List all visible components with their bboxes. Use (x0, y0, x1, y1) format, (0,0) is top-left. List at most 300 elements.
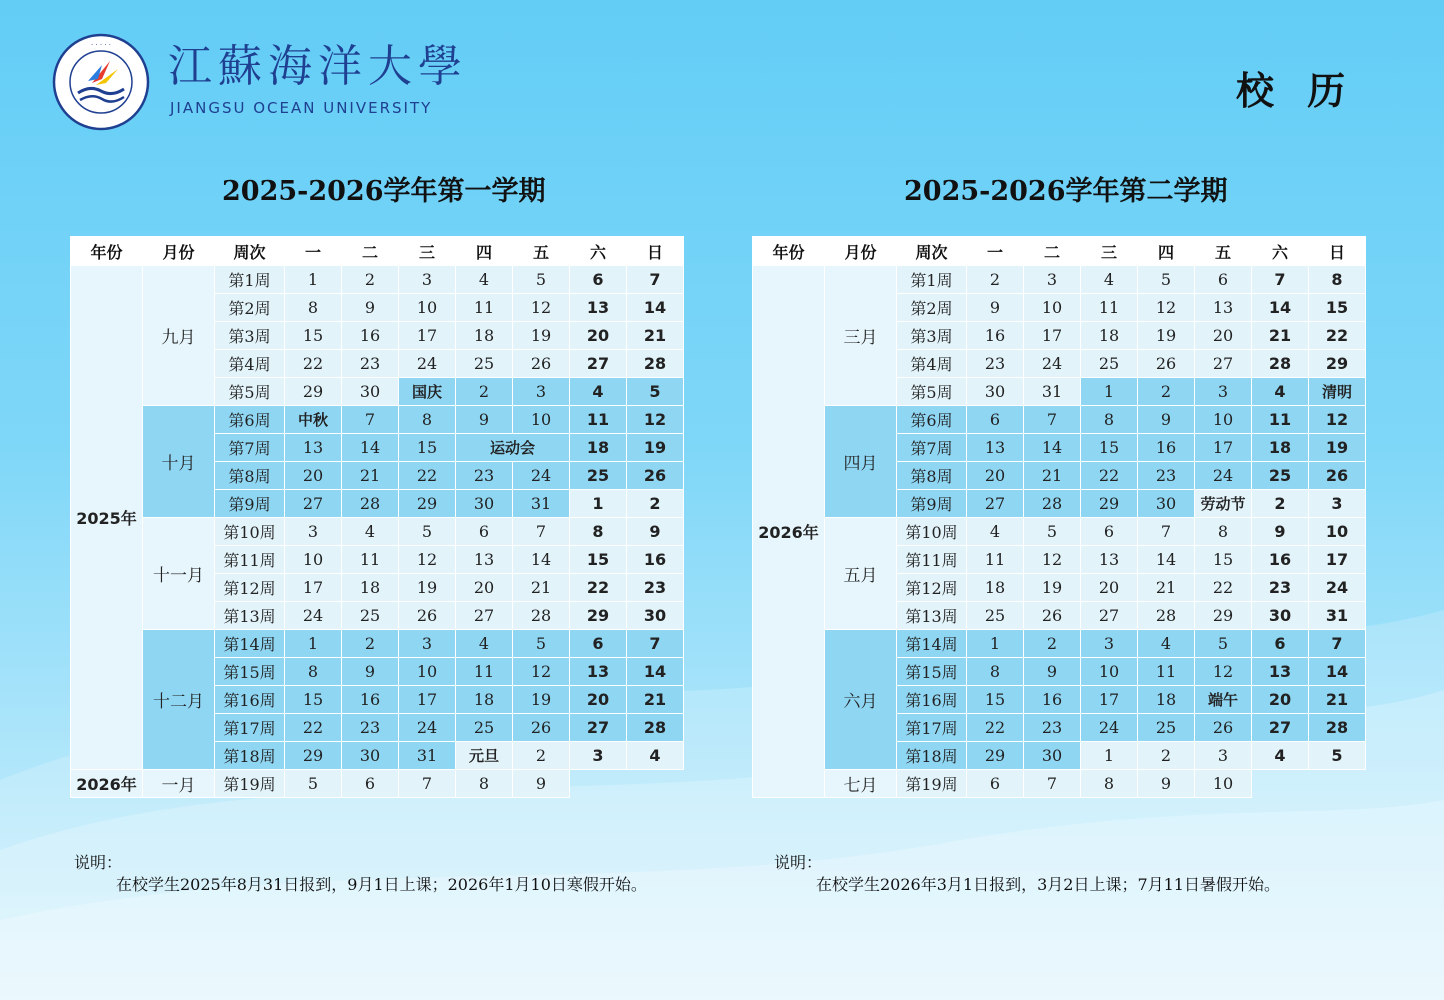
day-cell: 6 (1195, 266, 1252, 294)
table-row (753, 770, 1366, 798)
day-cell: 28 (1024, 490, 1081, 518)
week-label-cell: 第2周 (215, 294, 285, 322)
table-row (753, 266, 1366, 294)
table-row (753, 406, 1366, 434)
day-cell: 9 (342, 294, 399, 322)
day-cell: 9 (1138, 770, 1195, 798)
week-label-cell: 第7周 (897, 434, 967, 462)
holiday-cell: 清明 (1309, 378, 1366, 406)
day-cell: 9 (1024, 658, 1081, 686)
day-cell: 10 (1024, 294, 1081, 322)
day-cell: 4 (1081, 266, 1138, 294)
empty-cell (570, 770, 627, 798)
week-label-cell: 第10周 (215, 518, 285, 546)
day-cell: 2 (342, 266, 399, 294)
column-header-sat: 六 (1252, 237, 1309, 266)
day-cell: 15 (570, 546, 627, 574)
day-cell: 15 (285, 322, 342, 350)
empty-cell (627, 770, 684, 798)
day-cell: 4 (456, 630, 513, 658)
column-header-year: 年份 (753, 237, 825, 266)
day-cell: 8 (967, 658, 1024, 686)
day-cell: 9 (513, 770, 570, 798)
week-label-cell: 第16周 (215, 686, 285, 714)
month-cell: 十一月 (143, 518, 215, 630)
day-cell: 6 (1252, 630, 1309, 658)
day-cell: 4 (570, 378, 627, 406)
day-cell: 29 (570, 602, 627, 630)
day-cell: 20 (570, 686, 627, 714)
week-label-cell: 第4周 (215, 350, 285, 378)
day-cell: 21 (1252, 322, 1309, 350)
day-cell: 26 (513, 714, 570, 742)
day-cell: 13 (570, 294, 627, 322)
day-cell: 8 (1309, 266, 1366, 294)
day-cell: 17 (1309, 546, 1366, 574)
day-cell: 3 (399, 630, 456, 658)
day-cell: 22 (285, 714, 342, 742)
day-cell: 21 (1024, 462, 1081, 490)
day-cell: 13 (1252, 658, 1309, 686)
week-label-cell: 第11周 (215, 546, 285, 574)
empty-cell (1252, 770, 1309, 798)
day-cell: 16 (1024, 686, 1081, 714)
week-label-cell: 第7周 (215, 434, 285, 462)
day-cell: 11 (1252, 406, 1309, 434)
day-cell: 13 (456, 546, 513, 574)
day-cell: 7 (1024, 770, 1081, 798)
day-cell: 25 (342, 602, 399, 630)
week-label-cell: 第13周 (215, 602, 285, 630)
holiday-cell: 劳动节 (1195, 490, 1252, 518)
week-label-cell: 第17周 (215, 714, 285, 742)
day-cell: 14 (1309, 658, 1366, 686)
week-label-cell: 第4周 (897, 350, 967, 378)
day-cell: 20 (967, 462, 1024, 490)
day-cell: 8 (1081, 406, 1138, 434)
day-cell: 14 (1252, 294, 1309, 322)
day-cell: 14 (627, 294, 684, 322)
month-cell: 七月 (825, 770, 897, 798)
day-cell: 27 (456, 602, 513, 630)
day-cell: 15 (1309, 294, 1366, 322)
day-cell: 9 (967, 294, 1024, 322)
day-cell: 1 (285, 266, 342, 294)
day-cell: 23 (342, 714, 399, 742)
day-cell: 23 (342, 350, 399, 378)
day-cell: 14 (1024, 434, 1081, 462)
page-title: 校 历 (1236, 68, 1356, 113)
day-cell: 7 (513, 518, 570, 546)
day-cell: 12 (513, 658, 570, 686)
week-label-cell: 第5周 (215, 378, 285, 406)
day-cell: 18 (342, 574, 399, 602)
day-cell: 28 (513, 602, 570, 630)
day-cell: 23 (1024, 714, 1081, 742)
university-name-chinese: 江蘇海洋大學 (168, 41, 468, 92)
day-cell: 30 (1138, 490, 1195, 518)
day-cell: 5 (1138, 266, 1195, 294)
month-cell: 三月 (825, 266, 897, 406)
day-cell: 9 (342, 658, 399, 686)
day-cell: 19 (1309, 434, 1366, 462)
week-label-cell: 第6周 (897, 406, 967, 434)
column-header-year: 年份 (71, 237, 143, 266)
day-cell: 31 (1309, 602, 1366, 630)
day-cell: 7 (1252, 266, 1309, 294)
day-cell: 20 (570, 322, 627, 350)
day-cell: 10 (1195, 406, 1252, 434)
day-cell: 28 (627, 350, 684, 378)
day-cell: 7 (1024, 406, 1081, 434)
day-cell: 16 (1138, 434, 1195, 462)
semester-1-note-label: 说明： (74, 853, 123, 872)
day-cell: 12 (1024, 546, 1081, 574)
day-cell: 23 (1252, 574, 1309, 602)
column-header-thu: 四 (456, 237, 513, 266)
semester-2-title: 2025-2026学年第二学期 (904, 176, 1228, 207)
day-cell: 4 (627, 742, 684, 770)
day-cell: 27 (570, 350, 627, 378)
day-cell: 2 (627, 490, 684, 518)
day-cell: 10 (1195, 770, 1252, 798)
day-cell: 6 (1081, 518, 1138, 546)
day-cell: 11 (456, 658, 513, 686)
day-cell: 8 (456, 770, 513, 798)
day-cell: 6 (456, 518, 513, 546)
day-cell: 19 (1024, 574, 1081, 602)
day-cell: 25 (456, 350, 513, 378)
day-cell: 1 (967, 630, 1024, 658)
holiday-cell: 端午 (1195, 686, 1252, 714)
column-header-fri: 五 (513, 237, 570, 266)
day-cell: 24 (1081, 714, 1138, 742)
day-cell: 2 (967, 266, 1024, 294)
day-cell: 8 (570, 518, 627, 546)
day-cell: 27 (1081, 602, 1138, 630)
empty-cell (1309, 770, 1366, 798)
week-label-cell: 第8周 (215, 462, 285, 490)
day-cell: 24 (399, 350, 456, 378)
week-label-cell: 第15周 (215, 658, 285, 686)
day-cell: 27 (967, 490, 1024, 518)
holiday-cell: 运动会 (456, 434, 570, 462)
day-cell: 24 (399, 714, 456, 742)
day-cell: 4 (342, 518, 399, 546)
day-cell: 5 (1024, 518, 1081, 546)
day-cell: 6 (570, 630, 627, 658)
day-cell: 24 (1195, 462, 1252, 490)
day-cell: 14 (513, 546, 570, 574)
day-cell: 29 (285, 742, 342, 770)
day-cell: 19 (627, 434, 684, 462)
day-cell: 9 (1138, 406, 1195, 434)
day-cell: 7 (627, 266, 684, 294)
day-cell: 10 (1081, 658, 1138, 686)
day-cell: 11 (570, 406, 627, 434)
day-cell: 26 (1024, 602, 1081, 630)
semester-1-note-text: 在校学生2025年8月31日报到，9月1日上课；2026年1月10日寒假开始。 (116, 875, 647, 894)
day-cell: 11 (967, 546, 1024, 574)
day-cell: 22 (1195, 574, 1252, 602)
day-cell: 23 (456, 462, 513, 490)
day-cell: 27 (1252, 714, 1309, 742)
day-cell: 13 (1081, 546, 1138, 574)
column-header-mon: 一 (285, 237, 342, 266)
day-cell: 3 (1309, 490, 1366, 518)
column-header-wed: 三 (1081, 237, 1138, 266)
day-cell: 18 (1252, 434, 1309, 462)
day-cell: 22 (570, 574, 627, 602)
day-cell: 7 (342, 406, 399, 434)
week-label-cell: 第5周 (897, 378, 967, 406)
week-label-cell: 第13周 (897, 602, 967, 630)
day-cell: 6 (570, 266, 627, 294)
week-label-cell: 第10周 (897, 518, 967, 546)
day-cell: 3 (570, 742, 627, 770)
day-cell: 31 (513, 490, 570, 518)
day-cell: 4 (1252, 742, 1309, 770)
day-cell: 17 (1195, 434, 1252, 462)
day-cell: 1 (1081, 742, 1138, 770)
day-cell: 15 (399, 434, 456, 462)
day-cell: 24 (285, 602, 342, 630)
column-header-week: 周次 (897, 237, 967, 266)
column-header-tue: 二 (1024, 237, 1081, 266)
day-cell: 18 (967, 574, 1024, 602)
week-label-cell: 第6周 (215, 406, 285, 434)
day-cell: 28 (627, 714, 684, 742)
day-cell: 3 (1195, 378, 1252, 406)
week-label-cell: 第19周 (897, 770, 967, 798)
column-header-thu: 四 (1138, 237, 1195, 266)
day-cell: 12 (1309, 406, 1366, 434)
day-cell: 7 (399, 770, 456, 798)
day-cell: 18 (1081, 322, 1138, 350)
day-cell: 1 (285, 630, 342, 658)
week-label-cell: 第1周 (215, 266, 285, 294)
day-cell: 13 (1195, 294, 1252, 322)
day-cell: 18 (1138, 686, 1195, 714)
day-cell: 24 (1024, 350, 1081, 378)
day-cell: 26 (1138, 350, 1195, 378)
day-cell: 30 (627, 602, 684, 630)
day-cell: 14 (627, 658, 684, 686)
day-cell: 30 (342, 742, 399, 770)
day-cell: 8 (1195, 518, 1252, 546)
day-cell: 15 (285, 686, 342, 714)
day-cell: 2 (342, 630, 399, 658)
month-cell: 九月 (143, 266, 215, 406)
day-cell: 26 (1195, 714, 1252, 742)
day-cell: 7 (1138, 518, 1195, 546)
column-header-wed: 三 (399, 237, 456, 266)
day-cell: 22 (1081, 462, 1138, 490)
semester-1-title: 2025-2026学年第一学期 (222, 176, 546, 207)
day-cell: 29 (285, 378, 342, 406)
day-cell: 9 (456, 406, 513, 434)
day-cell: 30 (967, 378, 1024, 406)
day-cell: 1 (570, 490, 627, 518)
day-cell: 20 (456, 574, 513, 602)
day-cell: 3 (285, 518, 342, 546)
header-row (753, 237, 1366, 266)
week-label-cell: 第12周 (215, 574, 285, 602)
day-cell: 8 (285, 294, 342, 322)
day-cell: 21 (627, 322, 684, 350)
day-cell: 23 (627, 574, 684, 602)
week-label-cell: 第15周 (897, 658, 967, 686)
day-cell: 27 (1195, 350, 1252, 378)
month-cell: 一月 (143, 770, 215, 798)
table-row (71, 630, 684, 658)
week-label-cell: 第2周 (897, 294, 967, 322)
day-cell: 20 (1081, 574, 1138, 602)
day-cell: 28 (1309, 714, 1366, 742)
day-cell: 25 (1252, 462, 1309, 490)
column-header-sun: 日 (627, 237, 684, 266)
header-row (71, 237, 684, 266)
university-seal-icon (52, 33, 150, 131)
holiday-cell: 中秋 (285, 406, 342, 434)
day-cell: 14 (1138, 546, 1195, 574)
week-label-cell: 第1周 (897, 266, 967, 294)
day-cell: 17 (1081, 686, 1138, 714)
svg-text:· · · · ·: · · · · · (90, 41, 112, 49)
day-cell: 6 (967, 406, 1024, 434)
day-cell: 26 (1309, 462, 1366, 490)
week-label-cell: 第14周 (897, 630, 967, 658)
day-cell: 23 (967, 350, 1024, 378)
week-label-cell: 第16周 (897, 686, 967, 714)
day-cell: 2 (1252, 490, 1309, 518)
day-cell: 25 (1081, 350, 1138, 378)
day-cell: 11 (1081, 294, 1138, 322)
day-cell: 15 (1081, 434, 1138, 462)
day-cell: 17 (399, 322, 456, 350)
day-cell: 19 (513, 322, 570, 350)
day-cell: 13 (570, 658, 627, 686)
day-cell: 4 (1252, 378, 1309, 406)
month-cell: 十二月 (143, 630, 215, 770)
column-header-month: 月份 (143, 237, 215, 266)
day-cell: 17 (285, 574, 342, 602)
day-cell: 30 (1252, 602, 1309, 630)
holiday-cell: 元旦 (456, 742, 513, 770)
day-cell: 26 (399, 602, 456, 630)
day-cell: 20 (1252, 686, 1309, 714)
column-header-sat: 六 (570, 237, 627, 266)
day-cell: 5 (285, 770, 342, 798)
day-cell: 5 (627, 378, 684, 406)
day-cell: 17 (1024, 322, 1081, 350)
day-cell: 13 (967, 434, 1024, 462)
day-cell: 15 (1195, 546, 1252, 574)
day-cell: 22 (1309, 322, 1366, 350)
holiday-cell: 国庆 (399, 378, 456, 406)
month-cell: 五月 (825, 518, 897, 630)
day-cell: 3 (1024, 266, 1081, 294)
column-header-week: 周次 (215, 237, 285, 266)
day-cell: 30 (342, 378, 399, 406)
day-cell: 26 (513, 350, 570, 378)
day-cell: 22 (967, 714, 1024, 742)
day-cell: 10 (399, 658, 456, 686)
day-cell: 5 (399, 518, 456, 546)
week-label-cell: 第18周 (897, 742, 967, 770)
day-cell: 2 (1138, 742, 1195, 770)
day-cell: 27 (285, 490, 342, 518)
day-cell: 8 (285, 658, 342, 686)
day-cell: 21 (1138, 574, 1195, 602)
day-cell: 5 (513, 630, 570, 658)
day-cell: 4 (1138, 630, 1195, 658)
semester-2-note-label: 说明： (774, 853, 823, 872)
day-cell: 21 (342, 462, 399, 490)
day-cell: 12 (399, 546, 456, 574)
day-cell: 18 (456, 686, 513, 714)
week-label-cell: 第17周 (897, 714, 967, 742)
day-cell: 3 (1195, 742, 1252, 770)
week-label-cell: 第12周 (897, 574, 967, 602)
day-cell: 12 (513, 294, 570, 322)
day-cell: 16 (342, 686, 399, 714)
day-cell: 2 (456, 378, 513, 406)
day-cell: 2 (1138, 378, 1195, 406)
day-cell: 18 (570, 434, 627, 462)
table-row (753, 518, 1366, 546)
column-header-sun: 日 (1309, 237, 1366, 266)
week-label-cell: 第9周 (215, 490, 285, 518)
day-cell: 2 (513, 742, 570, 770)
day-cell: 15 (967, 686, 1024, 714)
week-label-cell: 第9周 (897, 490, 967, 518)
day-cell: 30 (456, 490, 513, 518)
day-cell: 29 (1195, 602, 1252, 630)
table-row (71, 518, 684, 546)
day-cell: 30 (1024, 742, 1081, 770)
day-cell: 4 (967, 518, 1024, 546)
day-cell: 8 (1081, 770, 1138, 798)
day-cell: 19 (513, 686, 570, 714)
day-cell: 28 (342, 490, 399, 518)
day-cell: 25 (570, 462, 627, 490)
day-cell: 27 (570, 714, 627, 742)
day-cell: 7 (1309, 630, 1366, 658)
day-cell: 26 (627, 462, 684, 490)
day-cell: 18 (456, 322, 513, 350)
week-label-cell: 第3周 (215, 322, 285, 350)
day-cell: 12 (627, 406, 684, 434)
day-cell: 10 (399, 294, 456, 322)
column-header-month: 月份 (825, 237, 897, 266)
day-cell: 29 (399, 490, 456, 518)
table-row (753, 630, 1366, 658)
day-cell: 9 (1252, 518, 1309, 546)
week-label-cell: 第14周 (215, 630, 285, 658)
day-cell: 5 (1309, 742, 1366, 770)
day-cell: 5 (1195, 630, 1252, 658)
day-cell: 17 (399, 686, 456, 714)
day-cell: 11 (456, 294, 513, 322)
column-header-fri: 五 (1195, 237, 1252, 266)
semester-2-calendar-table (752, 236, 1366, 798)
week-label-cell: 第18周 (215, 742, 285, 770)
day-cell: 29 (1309, 350, 1366, 378)
day-cell: 24 (513, 462, 570, 490)
day-cell: 6 (342, 770, 399, 798)
day-cell: 29 (967, 742, 1024, 770)
